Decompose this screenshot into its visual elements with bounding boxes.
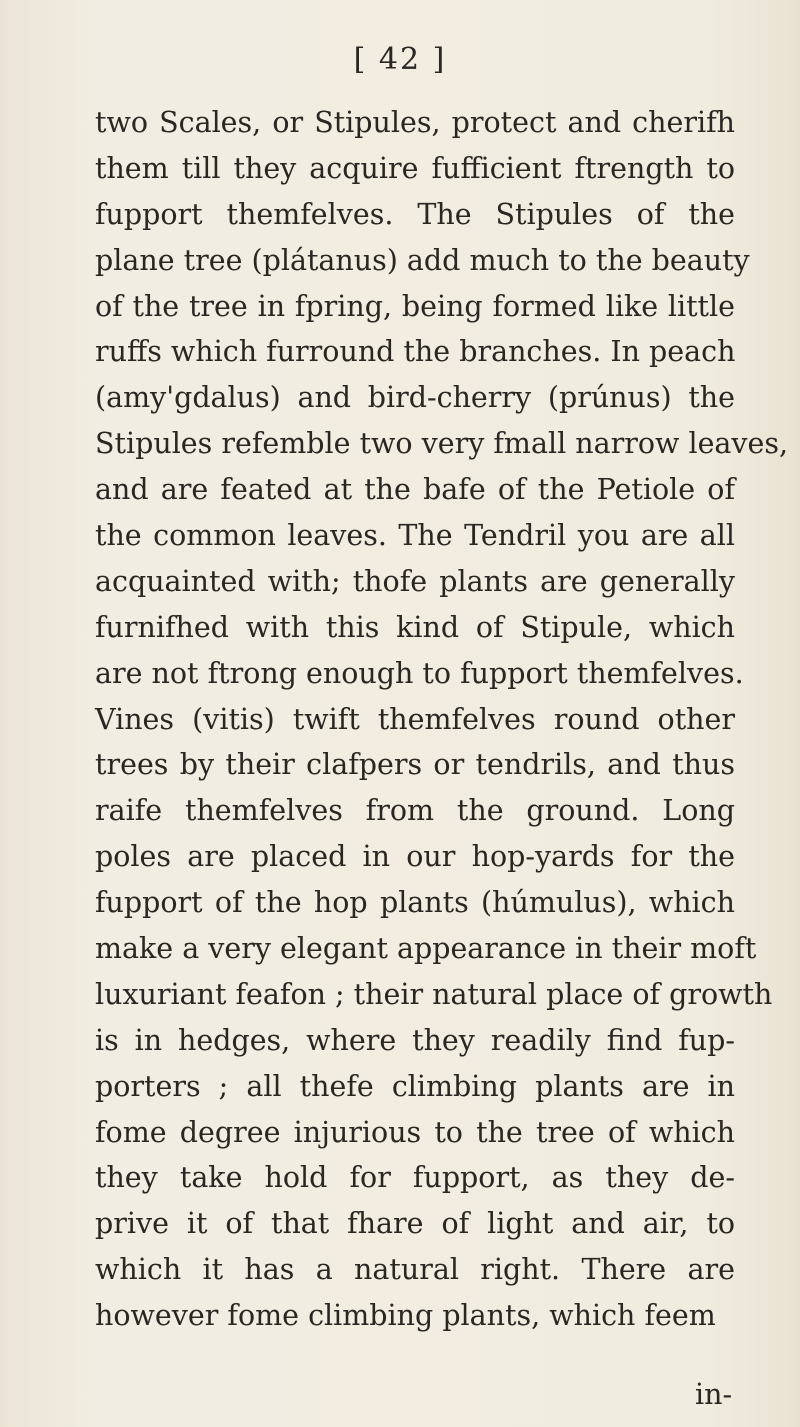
text-line: fupport themfelves. The Stipules of the: [95, 197, 735, 231]
text-line: two Scales, or Stipules, protect and cherifh: [95, 106, 735, 139]
text-line: acquainted with; thofe plants are generally: [95, 564, 735, 598]
text-line: which it has a natural right. There are: [95, 1253, 735, 1287]
body-text: [95, 100, 789, 1339]
text-line: of the tree in fpring, being formed like little: [95, 289, 735, 323]
text-line: prive it of that fhare of light and air, to: [95, 1207, 735, 1241]
text-line: Stipules refemble two very fmall narrow leaves,: [95, 427, 789, 461]
text-line: plane tree (plátanus) add much to the beauty: [95, 243, 750, 277]
text-line: furnifhed with this kind of Stipule, which: [95, 610, 735, 644]
text-line: they take hold for fupport, as they de-: [95, 1161, 735, 1195]
text-line: however fome climbing plants, which feem: [95, 1299, 716, 1333]
text-line: the common leaves. The Tendril you are all: [95, 519, 735, 553]
text-line: porters ; all thefe climbing plants are in: [95, 1069, 735, 1103]
page-number: [ 42 ]: [353, 42, 447, 77]
text-line: make a very elegant appearance in their moft: [95, 932, 757, 966]
text-line: trees by their clafpers or tendrils, and thus: [95, 748, 735, 782]
text-line: them till they acquire fufficient ftrength to: [95, 151, 735, 185]
text-line: ruffs which furround the branches. In peach: [95, 335, 736, 369]
text-line: fupport of the hop plants (húmulus), which: [95, 886, 735, 920]
catchword: in-: [695, 1378, 733, 1411]
text-line: are not ftrong enough to fupport themfelves.: [95, 656, 744, 690]
text-line: raife themfelves from the ground. Long: [95, 794, 735, 828]
text-line: Vines (vitis) twift themfelves round other: [95, 702, 735, 736]
text-line: (amy'gdalus) and bird-cherry (prúnus) the: [95, 381, 735, 415]
text-line: fome degree injurious to the tree of which: [95, 1115, 735, 1149]
text-line: is in hedges, where they readily find fup-: [95, 1023, 735, 1057]
text-line: luxuriant feafon ; their natural place of growth: [95, 977, 773, 1011]
text-line: poles are placed in our hop-yards for the: [95, 840, 735, 874]
text-line: and are feated at the bafe of the Petiole of: [95, 473, 735, 507]
